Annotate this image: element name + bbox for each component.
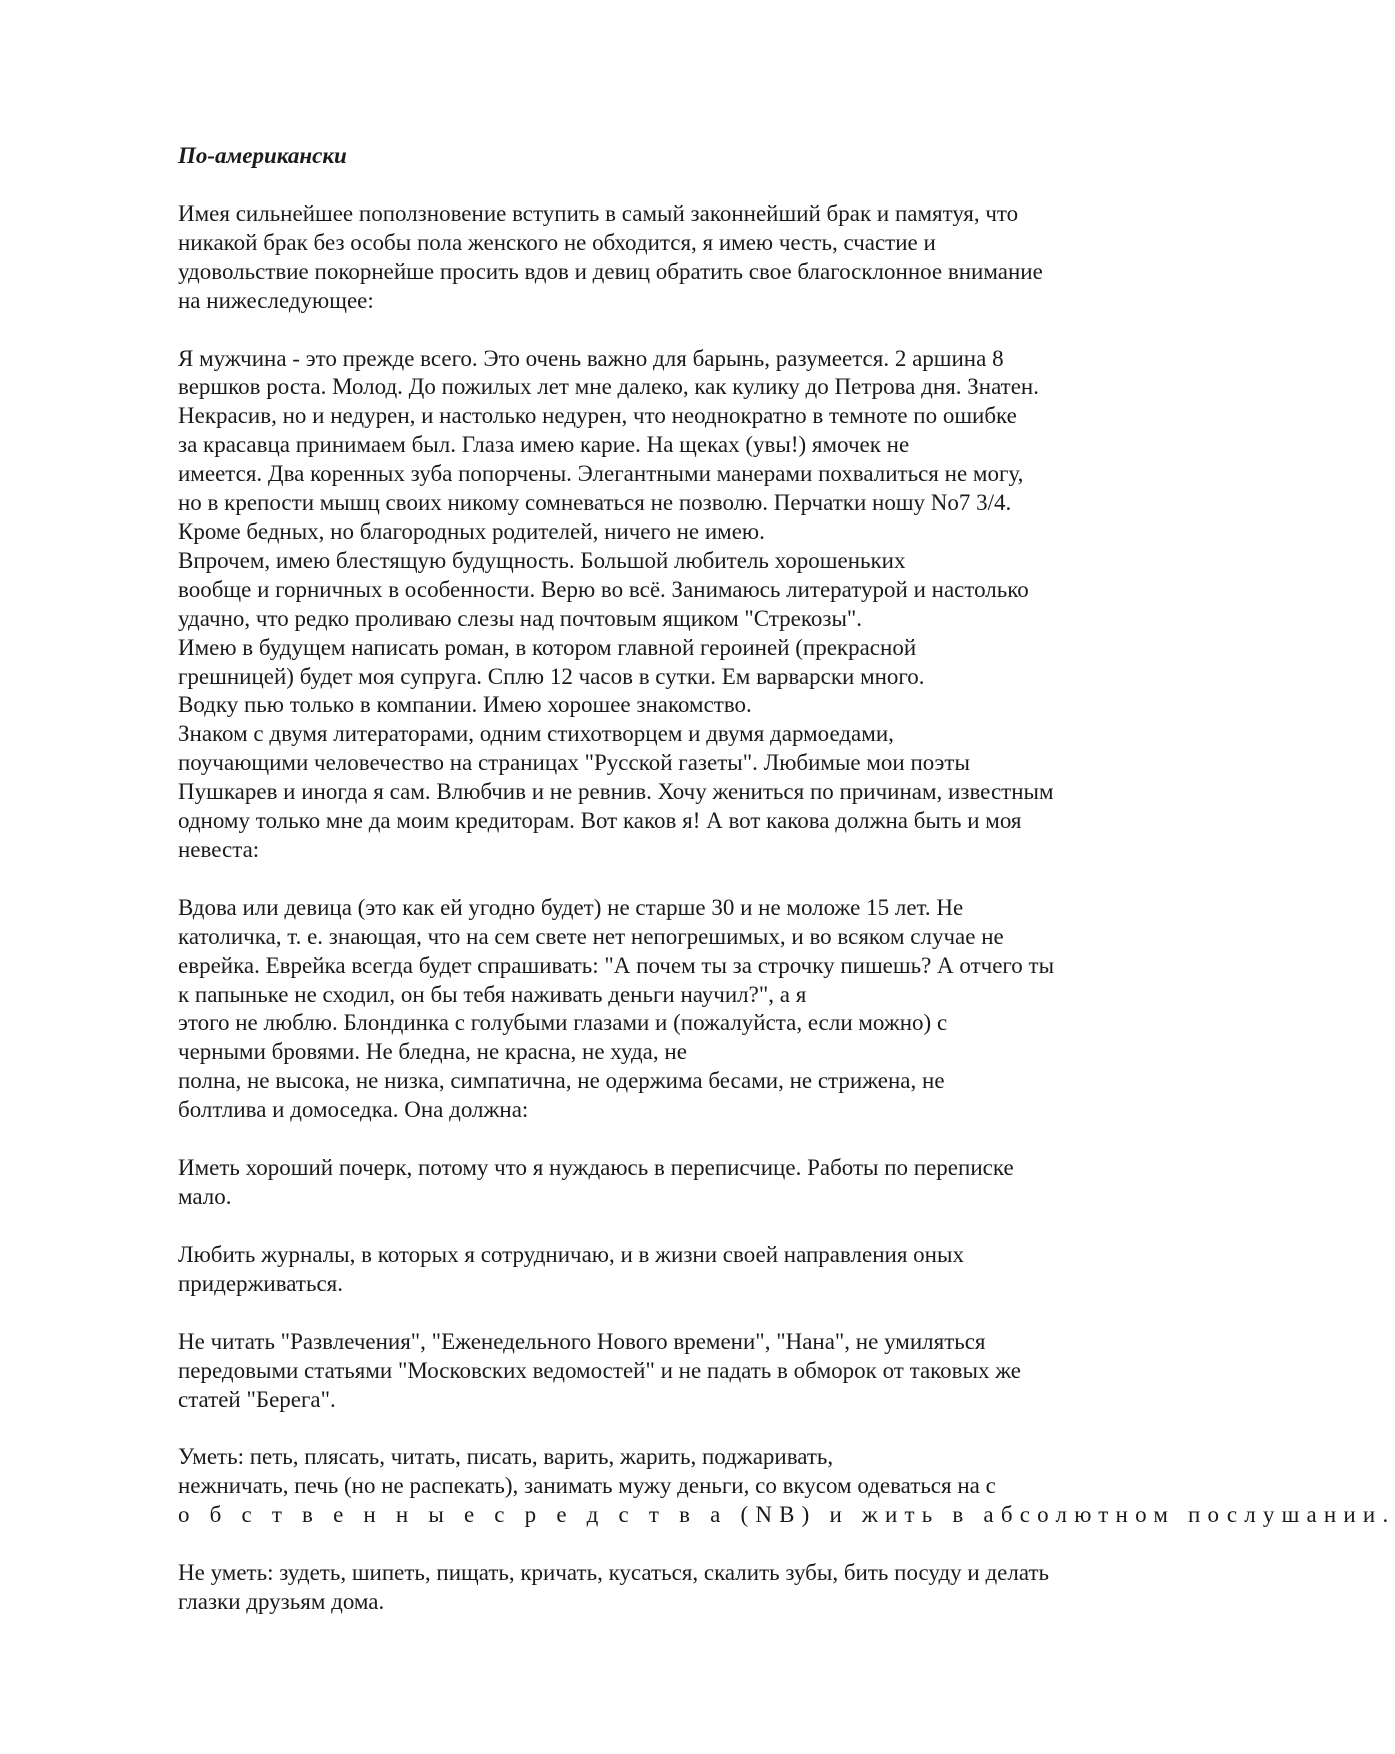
text-line: Пушкарев и иногда я сам. Влюбчив и не ревнив. Хочу жениться по причинам, известным [178, 779, 1054, 805]
text-line: имеется. Два коренных зуба попорчены. Элегантными манерами похвалиться не могу, [178, 461, 1024, 487]
paragraph [178, 345, 1163, 865]
paragraph [178, 1241, 1163, 1299]
text-line: за красавца принимаем был. Глаза имею карие. На щеках (увы!) ямочек не [178, 432, 910, 458]
text-line: невеста: [178, 836, 260, 862]
text-line: Уметь: петь, плясать, читать, писать, варить, жарить, поджаривать, [178, 1444, 834, 1470]
text-line: Не читать "Развлечения", "Еженедельного Нового времени", "Нана", не умиляться [178, 1328, 986, 1354]
document-page [178, 142, 1395, 1646]
text-line: к папыньке не сходил, он бы тебя наживать деньги научил?", а я [178, 981, 807, 1007]
text-line: нежничать, печь (но не распекать), занимать мужу деньги, со вкусом одеваться на с [178, 1473, 996, 1499]
text-line: придерживаться. [178, 1270, 343, 1296]
text-line: мало. [178, 1184, 232, 1209]
text-line: Вдова или девица (это как ей угодно будет) не старше 30 и не моложе 15 лет. Не [178, 894, 964, 920]
text-line: статей "Берега". [178, 1386, 336, 1412]
text-line: Имею в будущем написать роман, в котором главной героиней (прекрасной [178, 634, 917, 660]
document-body [178, 200, 1395, 1617]
text-line: о б с т в е н н ы е с р е д с т в а (NB) и жить в абсолютном послушании. [178, 1502, 1395, 1528]
text-line: Некрасив, но и недурен, и настолько недурен, что неоднократно в темноте по ошибке [178, 403, 1017, 429]
document-title: По-американски [178, 143, 347, 168]
paragraph [178, 1154, 1163, 1212]
paragraph [178, 1559, 1163, 1617]
text-line: Любить журналы, в которых я сотрудничаю, и в жизни своей направления оных [178, 1241, 964, 1267]
paragraph [178, 894, 1163, 1125]
text-line: Не уметь: зудеть, шипеть, пищать, кричать, кусаться, скалить зубы, бить посуду и делать [178, 1560, 1050, 1586]
text-line: Иметь хороший почерк, потому что я нуждаюсь в переписчице. Работы по переписке [178, 1155, 1014, 1181]
paragraph [178, 1443, 1395, 1530]
text-line: передовыми статьями "Московских ведомостей" и не падать в обморок от таковых же [178, 1357, 1022, 1383]
text-line: Имея сильнейшее поползновение вступить в самый законнейший брак и памятуя, что [178, 200, 1019, 226]
text-line: Водку пью только в компании. Имею хорошее знакомство. [178, 692, 752, 718]
text-line: глазки друзьям дома. [178, 1589, 385, 1615]
text-line: поучающими человечество на страницах "Русской газеты". Любимые мои поэты [178, 750, 970, 776]
text-line: этого не люблю. Блондинка с голубыми глазами и (пожалуйста, если можно) с [178, 1010, 948, 1036]
text-line: грешницей) будет моя супруга. Сплю 12 часов в сутки. Ем варварски много. [178, 663, 925, 689]
text-line: удовольствие покорнейше просить вдов и девиц обратить свое благосклонное внимание [178, 258, 1043, 284]
text-line: но в крепости мышц своих никому сомневаться не позволю. Перчатки ношу No7 3/4. [178, 490, 1012, 516]
text-line: черными бровями. Не бледна, не красна, не худа, не [178, 1039, 687, 1065]
paragraph [178, 1328, 1163, 1415]
text-line: Кроме бедных, но благородных родителей, ничего не имею. [178, 518, 765, 544]
text-line: Впрочем, имею блестящую будущность. Большой любитель хорошеньких [178, 547, 906, 573]
text-line: Я мужчина - это прежде всего. Это очень важно для барынь, разумеется. 2 аршина 8 [178, 345, 1004, 371]
text-line: вершков роста. Молод. До пожилых лет мне далеко, как кулику до Петрова дня. Знатен. [178, 374, 1039, 400]
text-line: одному только мне да моим кредиторам. Вот каков я! А вот какова должна быть и моя [178, 808, 1022, 834]
text-line: полна, не высока, не низка, симпатична, не одержима бесами, не стрижена, не [178, 1068, 945, 1094]
text-line: удачно, что редко проливаю слезы над почтовым ящиком "Стрекозы". [178, 605, 863, 631]
paragraph [178, 200, 1163, 316]
text-line: еврейка. Еврейка всегда будет спрашивать: "А почем ты за строчку пишешь? А отчего ты [178, 952, 1055, 978]
text-line: на нижеследующее: [178, 287, 374, 313]
text-line: Знаком с двумя литераторами, одним стихотворцем и двумя дармоедами, [178, 721, 894, 747]
text-line: вообще и горничных в особенности. Верю во всё. Занимаюсь литературой и настолько [178, 576, 1029, 602]
text-line: никакой брак без особы пола женского не обходится, я имею честь, счастие и [178, 229, 936, 255]
text-line: болтлива и домоседка. Она должна: [178, 1097, 529, 1123]
text-line: католичка, т. е. знающая, что на сем свете нет непогрешимых, и во всяком случае не [178, 923, 1004, 949]
